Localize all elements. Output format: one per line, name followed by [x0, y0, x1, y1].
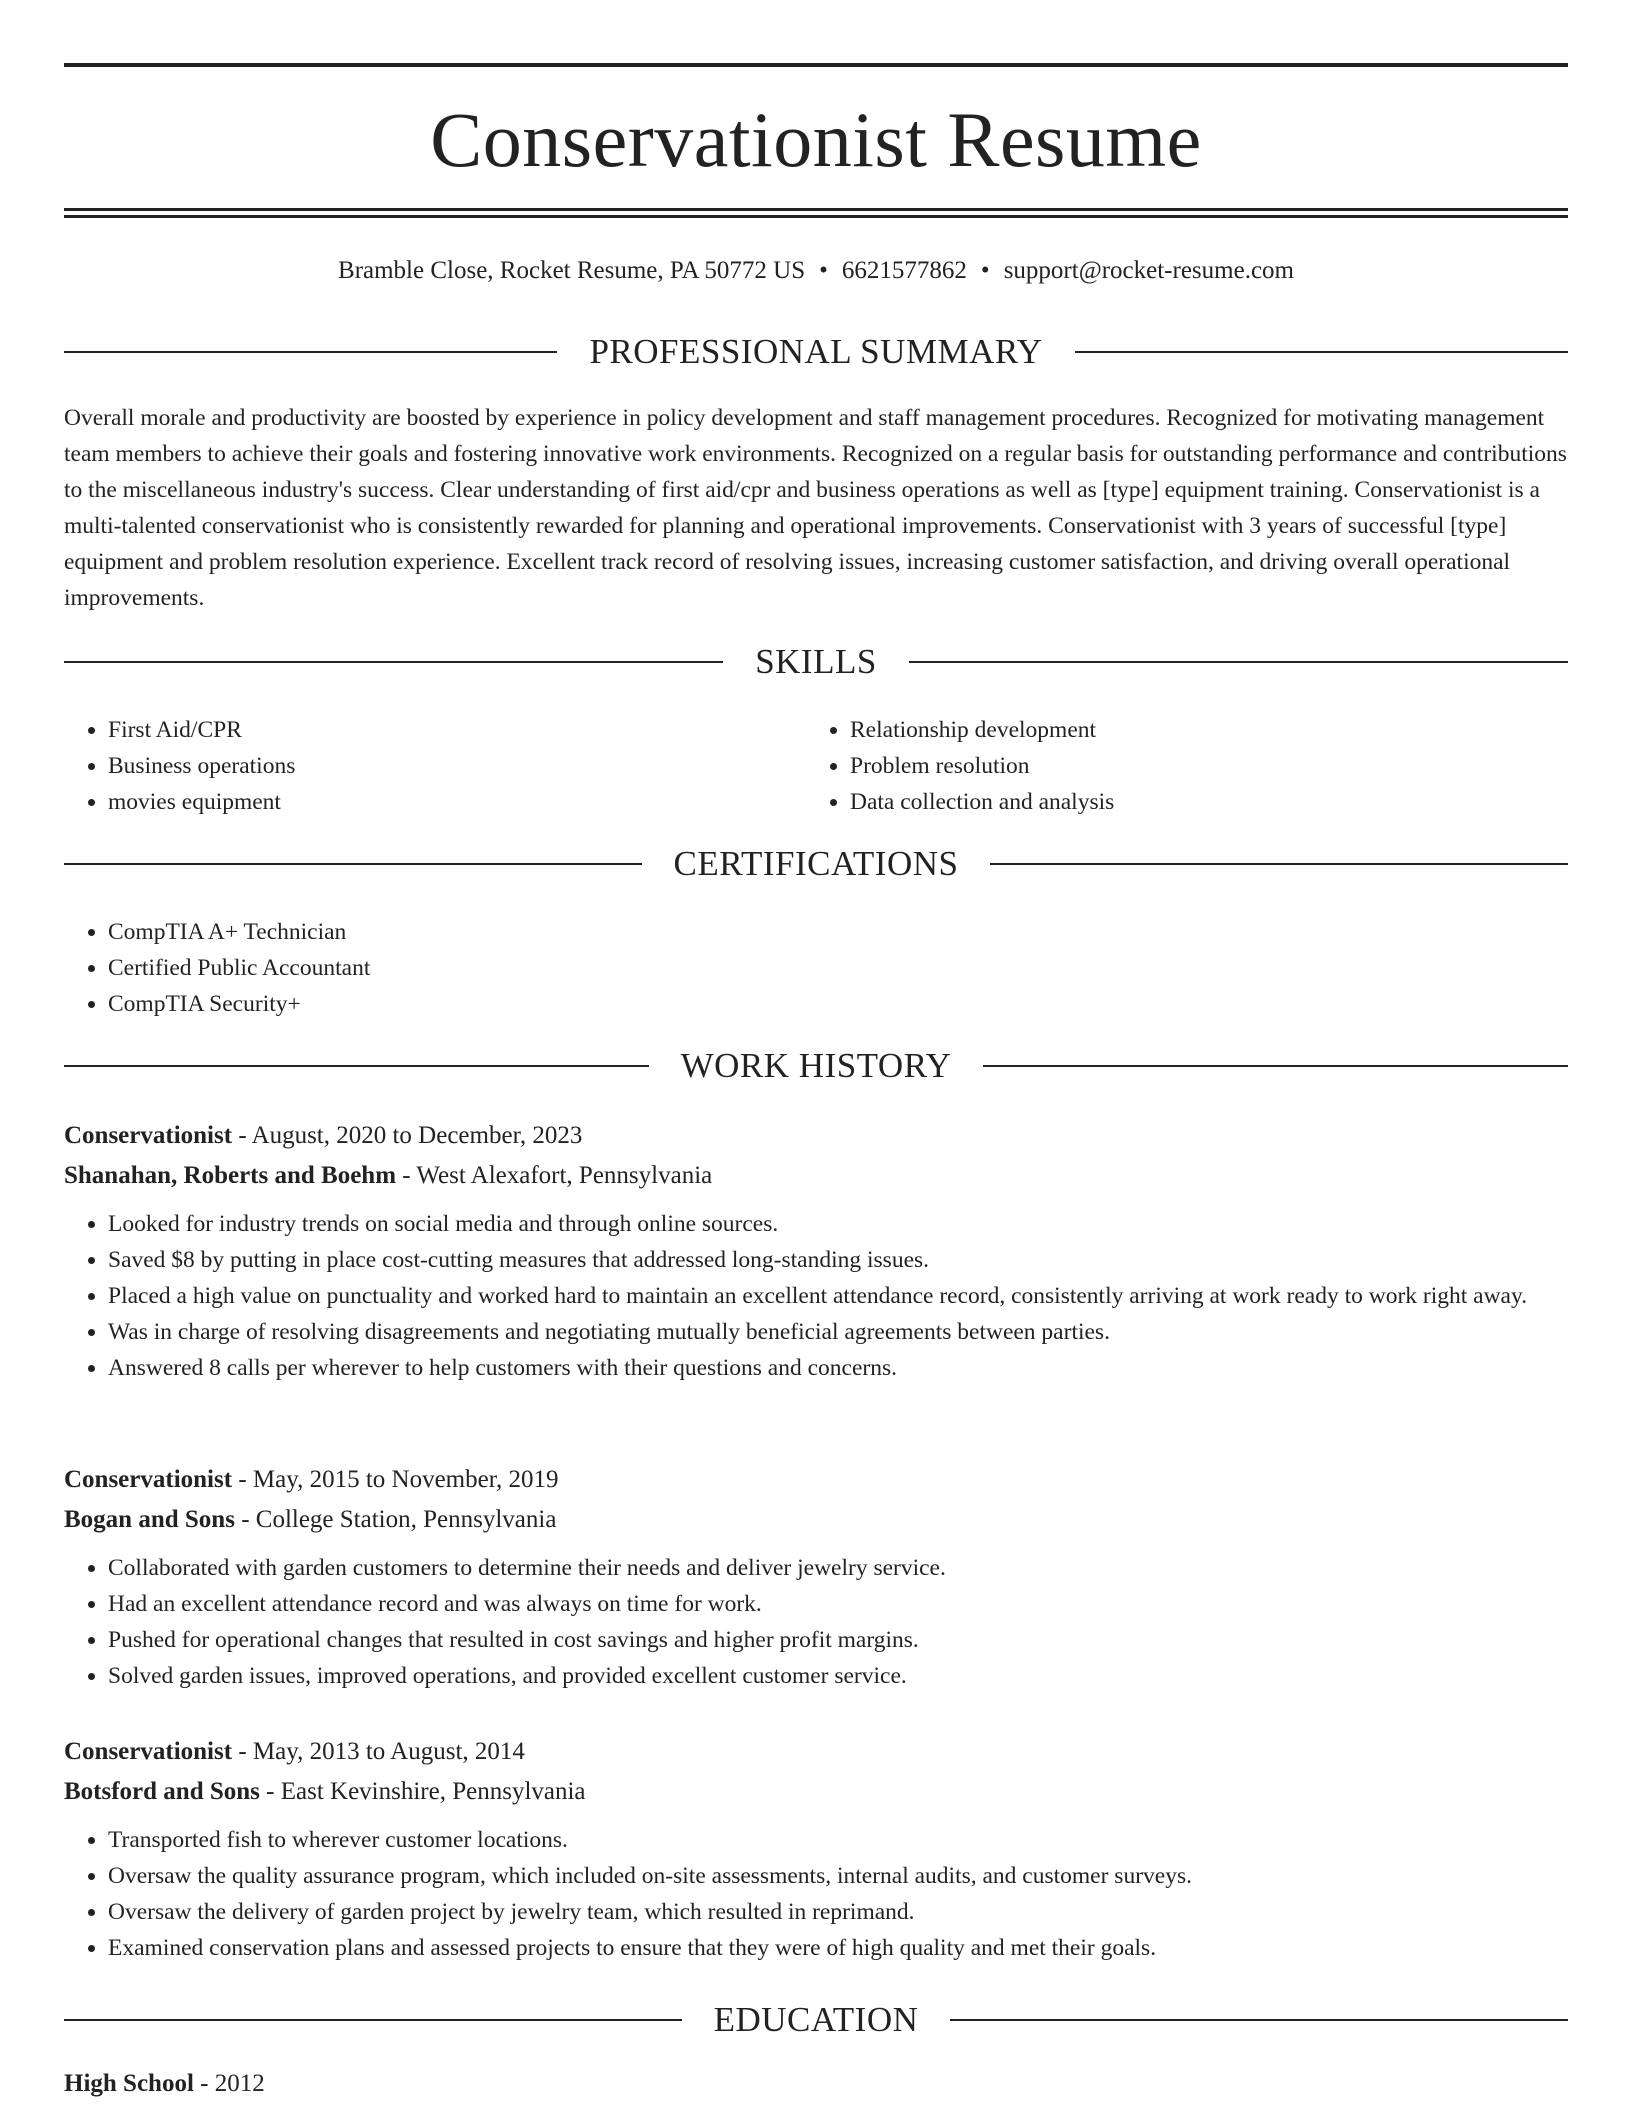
job-duty: • Oversaw the quality assurance program, which included on-site assessments, internal audits, and customer surveys. — [108, 1858, 1568, 1894]
section-title: CERTIFICATIONS — [673, 844, 959, 883]
contact-separator: • — [819, 257, 828, 284]
section-title: WORK HISTORY — [680, 1046, 952, 1085]
header-rule — [983, 1065, 1568, 1067]
job-company-line — [64, 1500, 1568, 1540]
job-company: Bogan and Sons — [64, 1506, 235, 1533]
header-rule — [64, 351, 557, 353]
job-duty: • Answered 8 calls per wherever to help customers with their questions and concerns. — [108, 1350, 1568, 1386]
section-header-certifications — [64, 842, 1568, 886]
skill-item: • Problem resolution — [850, 748, 1548, 784]
job-duty: • Oversaw the delivery of garden project by jewelry team, which resulted in reprimand. — [108, 1894, 1568, 1930]
section-header-skills — [64, 640, 1568, 684]
certifications-list — [64, 914, 1568, 1022]
contact-address: Bramble Close, Rocket Resume, PA 50772 US — [338, 257, 806, 284]
contact-phone: 6621577862 — [841, 257, 967, 284]
job-duties — [64, 1206, 1568, 1386]
skills-column-left — [64, 712, 806, 820]
section-title: EDUCATION — [713, 2000, 919, 2039]
skills-column-right — [806, 712, 1548, 820]
job-company: Botsford and Sons — [64, 1778, 260, 1805]
job-duty: • Collaborated with garden customers to determine their needs and deliver jewelry service. — [108, 1550, 1568, 1586]
skill-item: • Business operations — [108, 748, 806, 784]
header-rule — [64, 2019, 682, 2021]
job-duty: • Had an excellent attendance record and was always on time for work. — [108, 1586, 1568, 1622]
summary-text: Overall morale and productivity are boosted by experience in policy development and staff management procedures. Recognized for motivating management team members to achieve their goals and fostering innovative work environments. Recognized on a regular basis for outstanding performance and contributions to the miscellaneous industry's success. Clear understanding of first aid/cpr and business operations as well as [type] equipment training. Conservationist is a multi-talented conservationist who is consistently rewarded for planning and operational improvements. Conservationist with 3 years of successful [type] equipment and problem resolution experience. Excellent track record of resolving issues, increasing customer satisfaction, and driving overall operational improvements. — [64, 405, 1567, 611]
job-duty: • Placed a high value on punctuality and worked hard to maintain an excellent attendance record, consistently arriving at work ready to work right away. — [108, 1278, 1568, 1314]
job-title: Conservationist — [64, 1466, 233, 1493]
skill-item: • First Aid/CPR — [108, 712, 806, 748]
job-dates: - May, 2015 to November, 2019 — [232, 1466, 559, 1493]
section-header-summary — [64, 330, 1568, 374]
job-entry — [64, 1732, 1568, 1966]
section-header-work-history — [64, 1044, 1568, 1088]
job-duties — [64, 1550, 1568, 1694]
job-location: - East Kevinshire, Pennsylvania — [259, 1778, 586, 1805]
top-rule — [64, 63, 1568, 67]
section-title: SKILLS — [755, 642, 877, 681]
header-rule — [64, 661, 723, 663]
certification-item: • CompTIA Security+ — [108, 986, 1568, 1022]
job-title-line — [64, 1460, 1568, 1500]
header-rule — [64, 863, 642, 865]
certification-item: • CompTIA A+ Technician — [108, 914, 1568, 950]
resume-title: Conservationist Resume — [430, 96, 1202, 183]
job-duties — [64, 1822, 1568, 1966]
contact-line — [64, 254, 1568, 288]
skill-item: • movies equipment — [108, 784, 806, 820]
job-dates: - May, 2013 to August, 2014 — [232, 1738, 525, 1765]
job-duty: • Solved garden issues, improved operations, and provided excellent customer service. — [108, 1658, 1568, 1694]
job-location: - College Station, Pennsylvania — [234, 1506, 557, 1533]
job-entry — [64, 1460, 1568, 1694]
header-rule — [1075, 351, 1568, 353]
header-rule — [950, 2019, 1568, 2021]
job-company-line — [64, 1772, 1568, 1812]
certification-item: • Certified Public Accountant — [108, 950, 1568, 986]
header-rule — [909, 661, 1568, 663]
job-duty: • Pushed for operational changes that resulted in cost savings and higher profit margins. — [108, 1622, 1568, 1658]
job-dates: - August, 2020 to December, 2023 — [232, 1122, 583, 1149]
skill-item: • Data collection and analysis — [850, 784, 1548, 820]
section-title: PROFESSIONAL SUMMARY — [589, 332, 1043, 371]
education-entry — [64, 2064, 1568, 2104]
header-rule — [64, 1065, 649, 1067]
job-duty: • Was in charge of resolving disagreements and negotiating mutually beneficial agreements between parties. — [108, 1314, 1568, 1350]
job-title-line — [64, 1732, 1568, 1772]
section-header-education — [64, 1998, 1568, 2042]
job-duty: • Looked for industry trends on social media and through online sources. — [108, 1206, 1568, 1242]
job-entry — [64, 1116, 1568, 1386]
education-degree: High School — [64, 2070, 194, 2097]
job-duty: • Examined conservation plans and assessed projects to ensure that they were of high quality and met their goals. — [108, 1930, 1568, 1966]
job-company-line — [64, 1156, 1568, 1196]
job-title: Conservationist — [64, 1738, 233, 1765]
header-rule — [990, 863, 1568, 865]
title-double-rule — [64, 208, 1568, 218]
job-company: Shanahan, Roberts and Boehm — [64, 1162, 397, 1189]
contact-separator: • — [980, 257, 990, 284]
education-year: - 2012 — [193, 2070, 265, 2097]
contact-email: support@rocket-resume.com — [1003, 257, 1294, 284]
job-title: Conservationist — [64, 1122, 233, 1149]
job-duty: • Saved $8 by putting in place cost-cutting measures that addressed long-standing issues. — [108, 1242, 1568, 1278]
job-duty: • Transported fish to wherever customer locations. — [108, 1822, 1568, 1858]
job-location: - West Alexafort, Pennsylvania — [396, 1162, 713, 1189]
skill-item: • Relationship development — [850, 712, 1548, 748]
job-title-line — [64, 1116, 1568, 1156]
skills-list — [64, 712, 1568, 820]
